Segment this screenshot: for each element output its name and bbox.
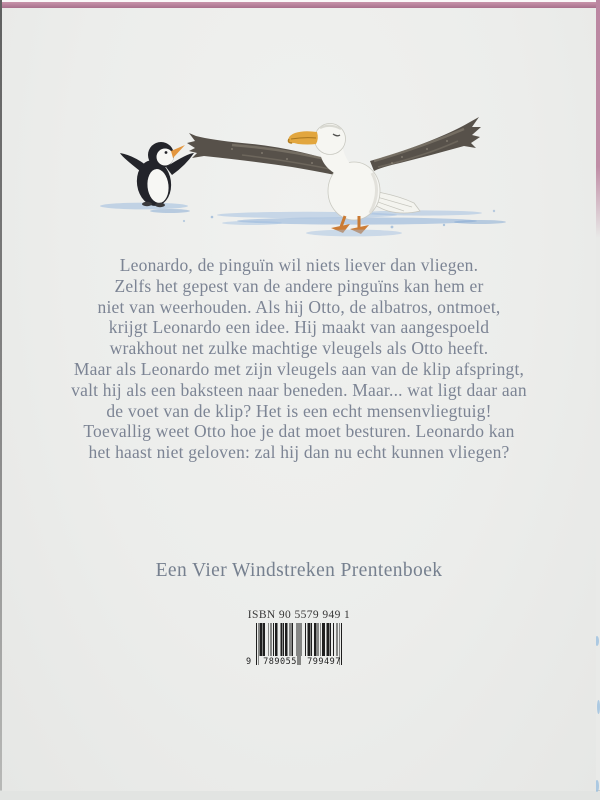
isbn-label: ISBN 90 5579 949 1 xyxy=(247,609,351,621)
penguin-face xyxy=(157,149,174,166)
penguin-albatross-illustration xyxy=(92,103,517,248)
blurb-line: Leonardo, de pinguïn wil niets liever dan vliegen. xyxy=(119,255,479,275)
blurb-line: valt hij als een baksteen naar beneden. Maar... wat ligt daar aan xyxy=(71,379,527,400)
blurb-line: wrakhout net zulke machtige vleugels als Otto heeft. xyxy=(109,338,489,359)
penguin-foot xyxy=(142,202,152,206)
blurb-line: Maar als Leonardo met zijn vleugels aan van de klip afspringt, xyxy=(73,358,525,379)
blurb-line: niet van weerhouden. Als hij Otto, de albatros, ontmoet, xyxy=(97,296,501,317)
ean13-barcode xyxy=(246,623,342,667)
ean-digits-right: 799497 xyxy=(307,657,341,667)
penguin-beak xyxy=(171,145,185,158)
blurb-text xyxy=(32,255,566,463)
ean-digits-left: 789055 xyxy=(263,657,297,667)
blurb-line: het haast niet geloven: zal hij dan nu echt kunnen vliegen? xyxy=(88,442,510,463)
albatross-shadow xyxy=(306,230,402,237)
book-back-cover xyxy=(2,8,596,791)
barcode-block xyxy=(214,609,384,667)
penguin-foot xyxy=(155,203,165,207)
book-pages-bottom-edge xyxy=(0,790,600,800)
blurb-line: Toevallig weet Otto hoe je dat moet besturen. Leonardo kan xyxy=(83,421,515,442)
penguin-eye xyxy=(165,151,168,154)
penguin-figure xyxy=(120,142,194,208)
blurb-line: krijgt Leonardo een idee. Hij maakt van aangespoeld xyxy=(108,317,490,338)
blurb-line: Zelfs het gepest van de andere pinguïns kan hem er xyxy=(114,275,484,296)
blurb-line: de voet van de klip? Het is een echt mensenvliegtuig! xyxy=(106,400,492,421)
imprint-line: Een Vier Windstreken Prentenboek xyxy=(155,560,443,581)
ean-digit-first: 9 xyxy=(246,657,252,667)
cover-right-edge-pink xyxy=(596,0,600,238)
